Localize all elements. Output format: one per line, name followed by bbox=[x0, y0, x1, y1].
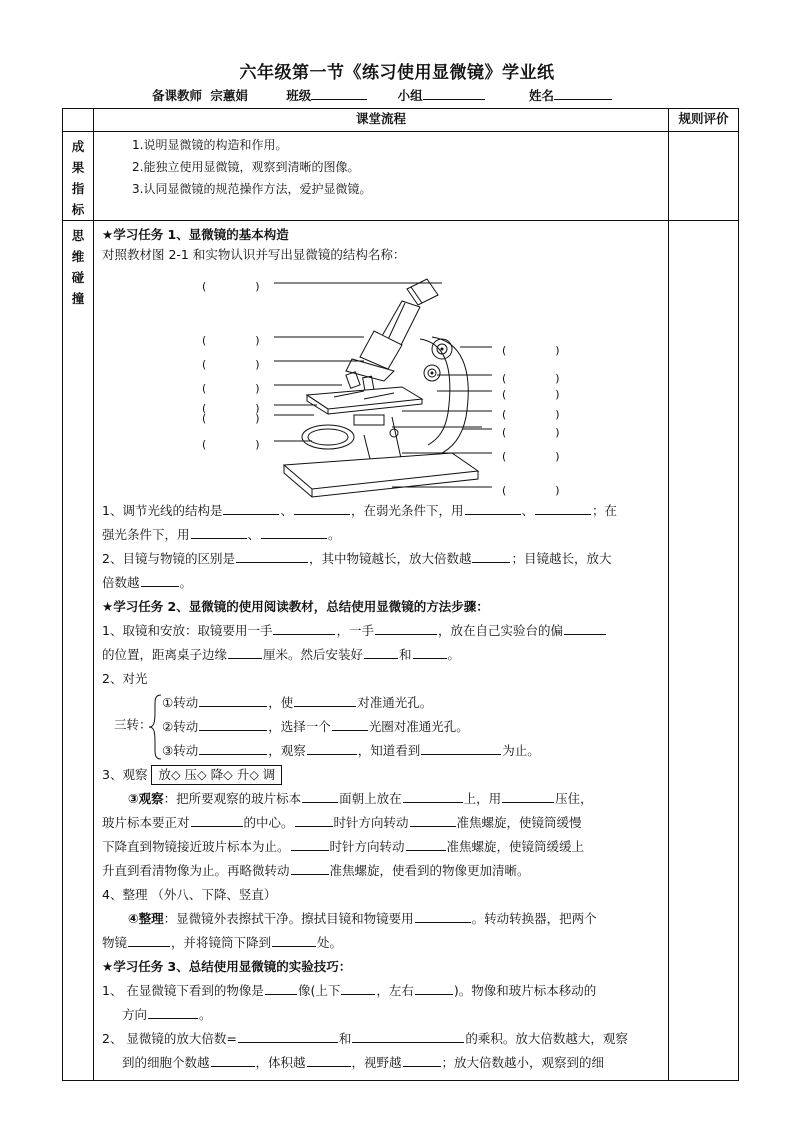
blank[interactable] bbox=[294, 692, 356, 707]
brace-icon bbox=[148, 691, 162, 763]
three-turn-block bbox=[102, 691, 662, 763]
task1-intro: 对照教材图 2-1 和实物认识并写出显微镜的结构名称： bbox=[102, 247, 406, 262]
blank[interactable] bbox=[352, 1028, 464, 1043]
blank[interactable] bbox=[403, 1052, 441, 1067]
blank[interactable] bbox=[413, 644, 447, 659]
name-field[interactable] bbox=[554, 87, 612, 100]
task3-title: ★学习任务 3、总结使用显微镜的实验技巧： bbox=[102, 959, 352, 974]
question-1: 1、调节光线的结构是 、 ，在弱光条件下，用 、 ；在 bbox=[102, 499, 662, 523]
blank[interactable] bbox=[191, 812, 243, 827]
blank[interactable] bbox=[236, 548, 308, 563]
tip-1-cont: 方向 。 bbox=[102, 1003, 662, 1027]
turn-3: ③转动 ，观察 ，知道看到 为止。 bbox=[162, 739, 540, 763]
group-label: 小组 bbox=[397, 88, 423, 103]
blank[interactable] bbox=[294, 500, 350, 515]
blank[interactable] bbox=[472, 548, 510, 563]
goals-side-label bbox=[63, 132, 94, 221]
blank[interactable] bbox=[341, 980, 375, 995]
blank[interactable] bbox=[364, 644, 398, 659]
blank[interactable] bbox=[502, 788, 554, 803]
blank[interactable] bbox=[199, 716, 267, 731]
group-field[interactable] bbox=[423, 87, 485, 100]
blank[interactable] bbox=[291, 860, 329, 875]
tip-2: 2、 显微镜的放大倍数= 和 的乘积。放大倍数越大，观察 bbox=[102, 1027, 662, 1051]
tidy-text: ④整理：显微镜外表擦拭干净。擦拭目镜和物镜要用 。转动转换器，把两个 bbox=[102, 907, 662, 931]
blank[interactable] bbox=[199, 692, 267, 707]
tip-2-cont: 到的细胞个数越 ，体积越 ，视野越 ；放大倍数越小，观察到的细 bbox=[102, 1051, 662, 1075]
label-blank[interactable]: ( ) bbox=[202, 382, 260, 395]
blank[interactable] bbox=[291, 836, 329, 851]
label-blank[interactable]: ( ) bbox=[502, 450, 560, 463]
side-char: 撞 bbox=[71, 291, 85, 306]
blank[interactable] bbox=[410, 812, 456, 827]
thinking-content bbox=[94, 221, 669, 1081]
label-blank[interactable]: ( ) bbox=[502, 372, 560, 385]
step-1: 1、取镜和安放：取镜要用一手 ，一手 ，放在自己实验台的偏 bbox=[102, 619, 662, 643]
thinking-eval-cell[interactable] bbox=[669, 221, 739, 1081]
label-blank[interactable]: ( ) bbox=[502, 344, 560, 357]
observe-text-3: 下降直到物镜接近玻片标本为止。 时针方向转动 准焦螺旋，使镜筒缓缓上 bbox=[102, 835, 662, 859]
blank[interactable] bbox=[307, 740, 357, 755]
blank[interactable] bbox=[228, 644, 262, 659]
blank[interactable] bbox=[415, 908, 471, 923]
label-blank[interactable]: ( ) bbox=[202, 438, 260, 451]
step-2: 2、对光 bbox=[102, 671, 148, 686]
tip-1: 1、 在显微镜下看到的物像是 像(上下 ，左右 )。物像和玻片标本移动的 bbox=[102, 979, 662, 1003]
blank[interactable] bbox=[406, 836, 446, 851]
blank[interactable] bbox=[191, 524, 247, 539]
label-blank[interactable]: ( ) bbox=[502, 426, 560, 439]
blank[interactable] bbox=[199, 740, 267, 755]
goal-item: 3.认同显微镜的规范操作方法，爱护显微镜。 bbox=[132, 182, 372, 196]
turn-1: ①转动 ，使 对准通光孔。 bbox=[162, 691, 540, 715]
blank[interactable] bbox=[403, 788, 463, 803]
blank[interactable] bbox=[141, 572, 179, 587]
blank[interactable] bbox=[128, 932, 170, 947]
goals-eval-cell[interactable] bbox=[669, 132, 739, 221]
side-char: 果 bbox=[71, 160, 85, 175]
blank[interactable] bbox=[211, 1052, 255, 1067]
worksheet-table bbox=[62, 108, 739, 1081]
turn-2: ②转动 ，选择一个 光圈对准通光孔。 bbox=[162, 715, 540, 739]
page-title: 六年级第一节《练习使用显微镜》学业纸 bbox=[239, 63, 555, 83]
label-blank[interactable]: ( ) bbox=[202, 412, 260, 425]
observe-steps-box: 放◇ 压◇ 降◇ 升◇ 调 bbox=[151, 765, 282, 785]
blank[interactable] bbox=[375, 620, 437, 635]
col-eval-header: 规则评价 bbox=[669, 109, 739, 132]
table-header-row bbox=[63, 109, 739, 132]
task1-title: ★学习任务 1、显微镜的基本构造 bbox=[102, 227, 289, 242]
label-blank[interactable]: ( ) bbox=[202, 402, 260, 415]
blank[interactable] bbox=[148, 1004, 198, 1019]
blank[interactable] bbox=[272, 932, 316, 947]
blank[interactable] bbox=[332, 716, 368, 731]
blank[interactable] bbox=[421, 740, 501, 755]
step-4: 4、整理 （外八、下降、竖直） bbox=[102, 887, 277, 902]
label-blank[interactable]: ( ) bbox=[502, 408, 560, 421]
label-blank[interactable]: ( ) bbox=[202, 358, 260, 371]
blank[interactable] bbox=[307, 1052, 351, 1067]
header-blank-cell bbox=[63, 109, 94, 132]
side-char: 成 bbox=[71, 139, 85, 154]
question-2-cont: 倍数越 。 bbox=[102, 571, 662, 595]
question-1-cont: 强光条件下，用 、 。 bbox=[102, 523, 662, 547]
label-blank[interactable]: ( ) bbox=[502, 388, 560, 401]
blank[interactable] bbox=[273, 620, 335, 635]
blank[interactable] bbox=[261, 524, 327, 539]
side-char: 标 bbox=[71, 202, 85, 217]
goals-row bbox=[63, 132, 739, 221]
step-3: 3、观察 放◇ 压◇ 降◇ 升◇ 调 bbox=[102, 763, 662, 787]
observe-text: ③观察：把所要观察的玻片标本 面朝上放在 上，用 压住， bbox=[102, 787, 662, 811]
question-2: 2、目镜与物镜的区别是 ，其中物镜越长，放大倍数越 ；目镜越长，放大 bbox=[102, 547, 662, 571]
side-char: 维 bbox=[71, 249, 85, 264]
blank[interactable] bbox=[238, 1028, 338, 1043]
label-blank[interactable]: ( ) bbox=[202, 334, 260, 347]
blank[interactable] bbox=[265, 980, 297, 995]
goal-item: 1.说明显微镜的构造和作用。 bbox=[132, 138, 288, 152]
col-process-header: 课堂流程 bbox=[94, 109, 669, 132]
tidy-text-2: 物镜 ，并将镜筒下降到 处。 bbox=[102, 931, 662, 955]
step-1-cont: 的位置，距离桌子边缘 厘米。然后安装好 和 。 bbox=[102, 643, 662, 667]
goal-item: 2.能独立使用显微镜，观察到清晰的图像。 bbox=[132, 160, 360, 174]
observe-text-2: 玻片标本要正对 的中心。 时针方向转动 准焦螺旋，使镜筒缓慢 bbox=[102, 811, 662, 835]
teacher-label: 备课教师 bbox=[152, 88, 203, 103]
blank[interactable] bbox=[302, 788, 338, 803]
task2-title: ★学习任务 2、显微镜的使用阅读教材，总结使用显微镜的方法步骤： bbox=[102, 599, 489, 614]
blank[interactable] bbox=[223, 500, 279, 515]
label-blank[interactable]: ( ) bbox=[502, 484, 560, 497]
side-char: 碰 bbox=[71, 270, 85, 285]
blank[interactable] bbox=[564, 620, 606, 635]
side-char: 指 bbox=[71, 181, 85, 196]
side-char: 思 bbox=[71, 228, 85, 243]
class-field[interactable] bbox=[311, 87, 367, 100]
observe-text-4: 升直到看清物像为止。再略微转动 准焦螺旋，使看到的物像更加清晰。 bbox=[102, 859, 662, 883]
blank[interactable] bbox=[295, 812, 333, 827]
class-label: 班级 bbox=[286, 88, 312, 103]
header-info bbox=[152, 86, 612, 104]
three-turn-label: 三转： bbox=[114, 717, 152, 732]
thinking-row bbox=[63, 221, 739, 1081]
label-blank[interactable]: ( ) bbox=[202, 280, 260, 293]
name-label: 姓名 bbox=[529, 88, 555, 103]
teacher-name: 宗蕙娟 bbox=[210, 88, 248, 103]
goals-list bbox=[94, 132, 669, 221]
blank[interactable] bbox=[415, 980, 453, 995]
microscope-figure bbox=[102, 267, 662, 499]
thinking-side-label bbox=[63, 221, 94, 1081]
